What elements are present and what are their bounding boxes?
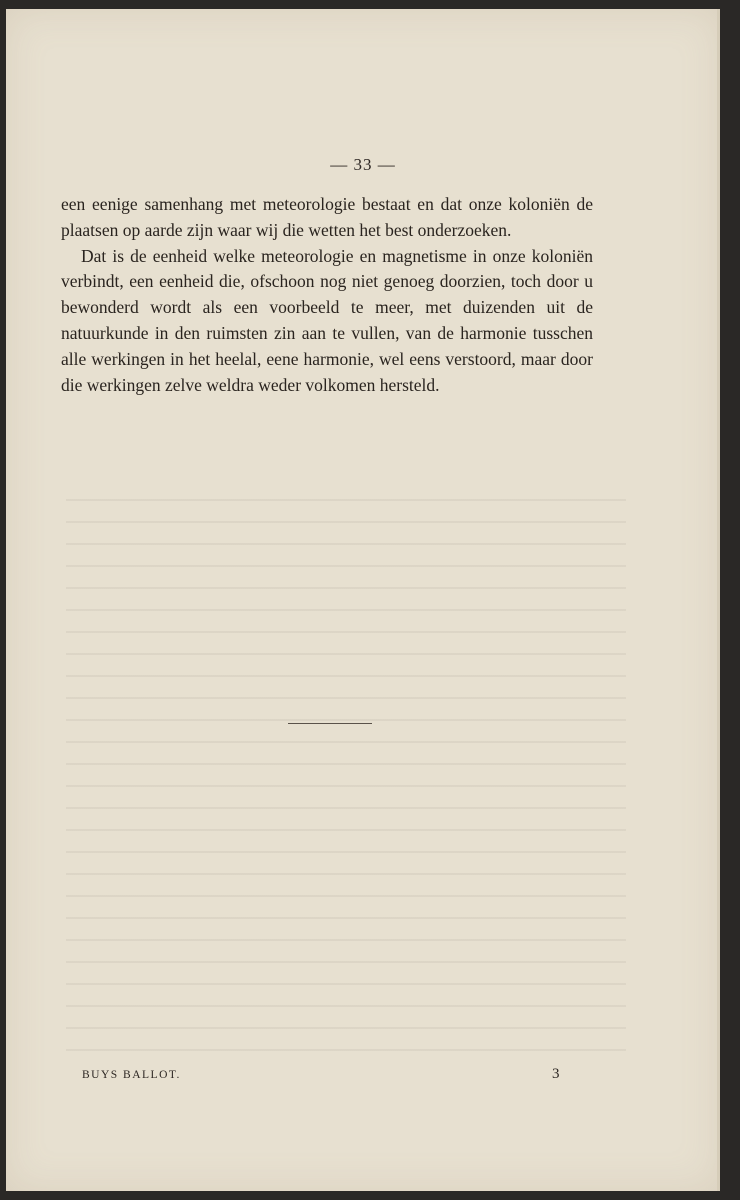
section-divider [288, 723, 372, 724]
bleed-through-texture [66, 479, 626, 1059]
footer-sheet-number: 3 [552, 1066, 560, 1082]
paragraph-2: Dat is de eenheid welke meteorologie en magnetisme in onze koloniën verbindt, een eenheid die, ofschoon nog niet genoeg doorzien, toch door u bewonderd wordt als een voorbeeld te meer, met duizenden uit de natuurkunde in den ruimsten zin aan te vullen, van de harmonie tusschen alle werkingen in het heelal, eene harmonie, wel eens verstoord, maar door die werkingen zelve weldra weder volkomen hersteld. [61, 245, 593, 395]
paragraph-1: een eenige samenhang met meteorologie bestaat en dat onze koloniën de plaatsen op aarde zijn waar wij die wetten het best onderzoeken. [61, 194, 593, 240]
book-page [6, 9, 720, 1191]
body-text [61, 192, 593, 398]
footer-signature: BUYS BALLOT. [82, 1069, 181, 1081]
page-number: — 33 — [330, 155, 396, 174]
page-edge [717, 9, 720, 1191]
